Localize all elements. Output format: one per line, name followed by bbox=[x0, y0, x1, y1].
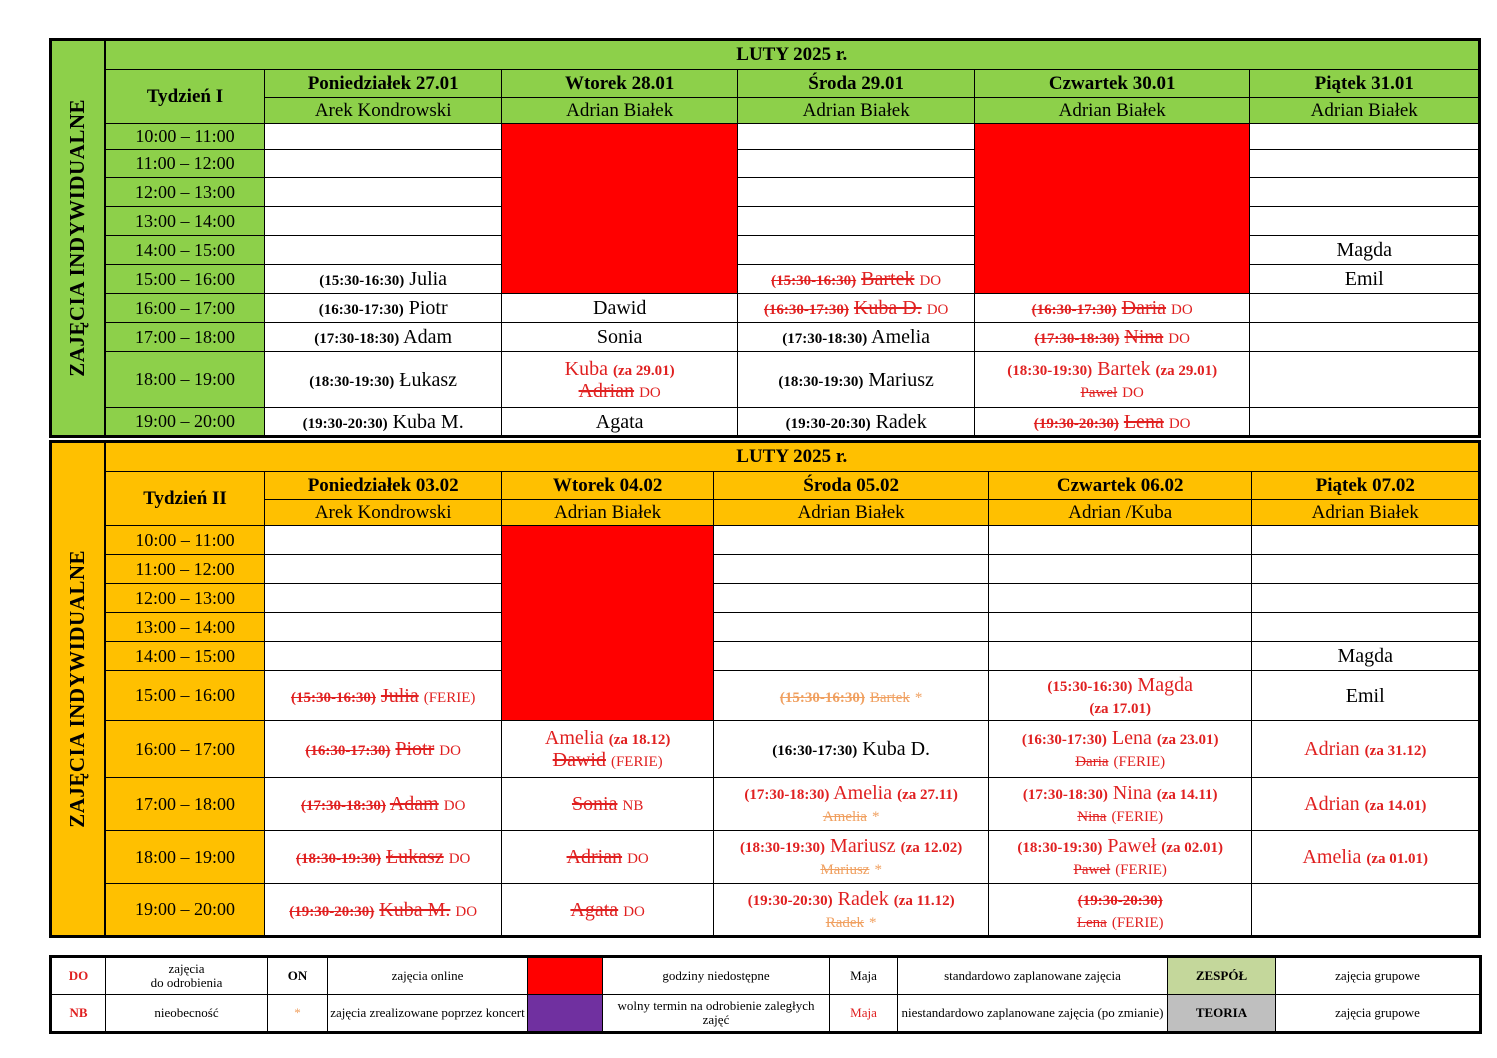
legend-do-code: DO bbox=[51, 957, 106, 995]
lesson-entry: Emil bbox=[1252, 671, 1480, 721]
slot-cell bbox=[1250, 150, 1480, 178]
lesson-entry: (15:30-16:30) Julia (FERIE) bbox=[265, 671, 501, 721]
lesson-entry: (19:30-20:30) Lena (FERIE) bbox=[988, 884, 1252, 937]
slot-cell bbox=[1252, 884, 1480, 937]
slot-cell bbox=[265, 613, 501, 642]
schedule-table-week-2 bbox=[49, 440, 1481, 938]
legend-purple-text: wolny termin na odrobienie zaległych zajęć bbox=[603, 995, 830, 1033]
slot-cell bbox=[1250, 178, 1480, 207]
day-header: Czwartek 06.02 bbox=[988, 472, 1252, 500]
day-header: Piątek 31.01 bbox=[1250, 70, 1480, 98]
day-header: Środa 29.01 bbox=[738, 70, 974, 98]
slot-cell bbox=[988, 526, 1252, 555]
month-header: LUTY 2025 r. bbox=[105, 442, 1480, 472]
teacher-name: Adrian Białek bbox=[501, 98, 737, 124]
lesson-entry: Amelia (za 01.01) bbox=[1252, 831, 1480, 884]
legend-red-text: godziny niedostępne bbox=[603, 957, 830, 995]
teacher-name: Adrian Białek bbox=[974, 98, 1250, 124]
lesson-entry: (18:30-19:30) Łukasz DO bbox=[265, 831, 501, 884]
legend-maja: Maja bbox=[830, 957, 898, 995]
slot-cell bbox=[265, 207, 501, 236]
lesson-entry: (18:30-19:30) Bartek (za 29.01) Paweł DO bbox=[974, 352, 1250, 408]
time-slot: 18:00 – 19:00 bbox=[105, 831, 265, 884]
lesson-entry: (17:30-18:30) Amelia bbox=[738, 323, 974, 352]
time-slot: 10:00 – 11:00 bbox=[105, 124, 265, 150]
lesson-entry: (18:30-19:30) Mariusz bbox=[738, 352, 974, 408]
legend-star-code: * bbox=[268, 995, 328, 1033]
time-slot: 13:00 – 14:00 bbox=[105, 207, 265, 236]
slot-cell bbox=[1250, 408, 1480, 437]
lesson-entry: (17:30-18:30) Adam bbox=[265, 323, 501, 352]
slot-cell bbox=[1250, 294, 1480, 323]
lesson-entry: Dawid bbox=[501, 294, 737, 323]
slot-cell bbox=[738, 207, 974, 236]
slot-cell bbox=[714, 555, 989, 584]
lesson-entry: (19:30-20:30) Lena DO bbox=[974, 408, 1250, 437]
slot-cell bbox=[714, 642, 989, 671]
lesson-entry: (15:30-16:30) Julia bbox=[265, 265, 501, 294]
time-slot: 19:00 – 20:00 bbox=[105, 884, 265, 937]
lesson-entry: Sonia bbox=[501, 323, 737, 352]
time-slot: 17:00 – 18:00 bbox=[105, 778, 265, 831]
week-label: Tydzień I bbox=[105, 70, 265, 124]
legend-maja-red: Maja bbox=[830, 995, 898, 1033]
legend-do-text: zajęcia do odrobienia bbox=[106, 957, 268, 995]
lesson-entry: (17:30-18:30) Amelia (za 27.11) Amelia * bbox=[714, 778, 989, 831]
lesson-entry: (15:30-16:30) Magda (za 17.01) bbox=[988, 671, 1252, 721]
slot-cell bbox=[1250, 124, 1480, 150]
legend-on-code: ON bbox=[268, 957, 328, 995]
teacher-name: Adrian Białek bbox=[738, 98, 974, 124]
lesson-entry: (16:30-17:30) Piotr DO bbox=[265, 721, 501, 778]
time-slot: 19:00 – 20:00 bbox=[105, 408, 265, 437]
legend-teoria: TEORIA bbox=[1168, 995, 1276, 1033]
unavailable-block bbox=[501, 526, 713, 721]
time-slot: 12:00 – 13:00 bbox=[105, 584, 265, 613]
lesson-entry: (16:30-17:30) Daria DO bbox=[974, 294, 1250, 323]
legend-zespol-text: zajęcia grupowe bbox=[1276, 957, 1481, 995]
legend-on-text: zajęcia online bbox=[328, 957, 528, 995]
day-header: Poniedziałek 03.02 bbox=[265, 472, 501, 500]
slot-cell bbox=[738, 178, 974, 207]
legend-purple-swatch bbox=[528, 995, 603, 1033]
teacher-name: Adrian Białek bbox=[714, 500, 989, 526]
lesson-entry: (18:30-19:30) Łukasz bbox=[265, 352, 501, 408]
lesson-entry: (19:30-20:30) Radek bbox=[738, 408, 974, 437]
slot-cell bbox=[265, 124, 501, 150]
day-header: Środa 05.02 bbox=[714, 472, 989, 500]
lesson-entry: (17:30-18:30) Nina (za 14.11) Nina (FERIE) bbox=[988, 778, 1252, 831]
time-slot: 14:00 – 15:00 bbox=[105, 236, 265, 265]
lesson-entry: Magda bbox=[1250, 236, 1480, 265]
day-header: Poniedziałek 27.01 bbox=[265, 70, 501, 98]
lesson-entry: (15:30-16:30) Bartek * bbox=[714, 671, 989, 721]
legend-maja-text: standardowo zaplanowane zajęcia bbox=[898, 957, 1168, 995]
slot-cell bbox=[738, 124, 974, 150]
lesson-entry: Adrian (za 31.12) bbox=[1252, 721, 1480, 778]
slot-cell bbox=[738, 150, 974, 178]
time-slot: 15:00 – 16:00 bbox=[105, 671, 265, 721]
slot-cell bbox=[1250, 207, 1480, 236]
legend-star-text: zajęcia zrealizowane poprzez koncert bbox=[328, 995, 528, 1033]
lesson-entry: Agata DO bbox=[501, 884, 713, 937]
slot-cell bbox=[1252, 584, 1480, 613]
time-slot: 13:00 – 14:00 bbox=[105, 613, 265, 642]
lesson-entry: Adrian (za 14.01) bbox=[1252, 778, 1480, 831]
slot-cell bbox=[265, 526, 501, 555]
slot-cell bbox=[988, 555, 1252, 584]
time-slot: 11:00 – 12:00 bbox=[105, 150, 265, 178]
time-slot: 12:00 – 13:00 bbox=[105, 178, 265, 207]
day-header: Wtorek 28.01 bbox=[501, 70, 737, 98]
time-slot: 11:00 – 12:00 bbox=[105, 555, 265, 584]
teacher-name: Adrian Białek bbox=[1252, 500, 1480, 526]
slot-cell bbox=[738, 236, 974, 265]
week-label: Tydzień II bbox=[105, 472, 265, 526]
teacher-name: Arek Kondrowski bbox=[265, 98, 501, 124]
lesson-entry: Sonia NB bbox=[501, 778, 713, 831]
lesson-entry: Amelia (za 18.12) Dawid (FERIE) bbox=[501, 721, 713, 778]
lesson-entry: (16:30-17:30) Kuba D. bbox=[714, 721, 989, 778]
time-slot: 16:00 – 17:00 bbox=[105, 721, 265, 778]
time-slot: 10:00 – 11:00 bbox=[105, 526, 265, 555]
schedule-table bbox=[49, 38, 1481, 438]
slot-cell bbox=[265, 178, 501, 207]
time-slot: 15:00 – 16:00 bbox=[105, 265, 265, 294]
slot-cell bbox=[714, 526, 989, 555]
week-1-block bbox=[51, 40, 1480, 437]
unavailable-block bbox=[974, 124, 1250, 294]
slot-cell bbox=[265, 555, 501, 584]
teacher-name: Adrian Białek bbox=[1250, 98, 1480, 124]
lesson-entry: Agata bbox=[501, 408, 737, 437]
slot-cell bbox=[1252, 555, 1480, 584]
legend-nb-code: NB bbox=[51, 995, 106, 1033]
day-header: Wtorek 04.02 bbox=[501, 472, 713, 500]
slot-cell bbox=[988, 642, 1252, 671]
lesson-entry: Magda bbox=[1252, 642, 1480, 671]
legend-teoria-text: zajęcia grupowe bbox=[1276, 995, 1481, 1033]
teacher-name: Adrian /Kuba bbox=[988, 500, 1252, 526]
lesson-entry: Kuba (za 29.01) Adrian DO bbox=[501, 352, 737, 408]
legend-zespol: ZESPÓŁ bbox=[1168, 957, 1276, 995]
time-slot: 17:00 – 18:00 bbox=[105, 323, 265, 352]
lesson-entry: (17:30-18:30) Nina DO bbox=[974, 323, 1250, 352]
lesson-entry: (19:30-20:30) Kuba M. DO bbox=[265, 884, 501, 937]
slot-cell bbox=[1250, 323, 1480, 352]
slot-cell bbox=[714, 584, 989, 613]
slot-cell bbox=[1252, 526, 1480, 555]
week-2-block bbox=[51, 442, 1480, 937]
lesson-entry: Adrian DO bbox=[501, 831, 713, 884]
teacher-name: Arek Kondrowski bbox=[265, 500, 501, 526]
lesson-entry: Emil bbox=[1250, 265, 1480, 294]
legend-maja2-text: niestandardowo zaplanowane zajęcia (po zmianie) bbox=[898, 995, 1168, 1033]
unavailable-block bbox=[501, 124, 737, 294]
legend-nb-text: nieobecność bbox=[106, 995, 268, 1033]
slot-cell bbox=[988, 613, 1252, 642]
lesson-entry: (16:30-17:30) Lena (za 23.01) Daria (FERIE) bbox=[988, 721, 1252, 778]
lesson-entry: (16:30-17:30) Piotr bbox=[265, 294, 501, 323]
day-header: Piątek 07.02 bbox=[1252, 472, 1480, 500]
lesson-entry: (18:30-19:30) Mariusz (za 12.02) Mariusz * bbox=[714, 831, 989, 884]
slot-cell bbox=[265, 150, 501, 178]
slot-cell bbox=[1252, 613, 1480, 642]
day-header: Czwartek 30.01 bbox=[974, 70, 1250, 98]
slot-cell bbox=[265, 236, 501, 265]
lesson-entry: (19:30-20:30) Kuba M. bbox=[265, 408, 501, 437]
legend-table bbox=[49, 955, 1482, 1034]
slot-cell bbox=[988, 584, 1252, 613]
slot-cell bbox=[714, 613, 989, 642]
time-slot: 18:00 – 19:00 bbox=[105, 352, 265, 408]
lesson-entry: (19:30-20:30) Radek (za 11.12) Radek * bbox=[714, 884, 989, 937]
side-label-week-2: ZAJĘCIA INDYWIDUALNE bbox=[51, 442, 105, 937]
time-slot: 16:00 – 17:00 bbox=[105, 294, 265, 323]
time-slot: 14:00 – 15:00 bbox=[105, 642, 265, 671]
teacher-name: Adrian Białek bbox=[501, 500, 713, 526]
slot-cell bbox=[265, 642, 501, 671]
month-header: LUTY 2025 r. bbox=[105, 40, 1480, 70]
slot-cell bbox=[265, 584, 501, 613]
legend-red-swatch bbox=[528, 957, 603, 995]
lesson-entry: (15:30-16:30) Bartek DO bbox=[738, 265, 974, 294]
side-label-week-1: ZAJĘCIA INDYWIDUALNE bbox=[51, 40, 105, 437]
lesson-entry: (18:30-19:30) Paweł (za 02.01) Paweł (FERIE) bbox=[988, 831, 1252, 884]
slot-cell bbox=[1250, 352, 1480, 408]
lesson-entry: (17:30-18:30) Adam DO bbox=[265, 778, 501, 831]
lesson-entry: (16:30-17:30) Kuba D. DO bbox=[738, 294, 974, 323]
